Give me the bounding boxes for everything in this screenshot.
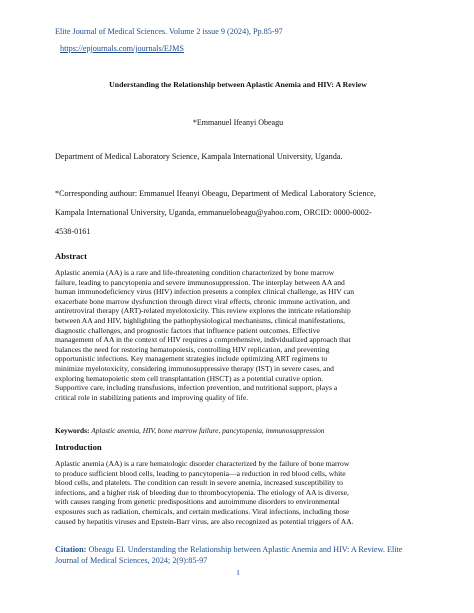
introduction-line: with causes ranging from genetic predispositions and autoimmune disorders to environmental xyxy=(55,497,340,507)
keywords-value: Aplastic anemia, HIV, bone marrow failure, pancytopenia, immunosuppression xyxy=(89,426,325,435)
corresponding-author xyxy=(55,184,421,241)
citation-label: Citation: xyxy=(55,545,87,554)
abstract-line: exploring hematopoietic stem cell transplantation (HSCT) as a potential curative option. xyxy=(55,373,324,383)
abstract-line: Supportive care, including transfusions, infection prevention, and nutritional support, plays a xyxy=(55,383,338,393)
corresponding-line: Kampala International University, Uganda, emmanuelobeagu@yahoo.com, ORCID: 0000-0002- xyxy=(55,208,372,217)
introduction-line: exposures such as radiation, chemicals, and certain medications. Viral infections, including those xyxy=(55,506,350,516)
introduction-line: Aplastic anemia (AA) is a rare hematologic disorder characterized by the failure of bone marrow xyxy=(55,459,350,468)
abstract-line: opportunistic infections. Key management strategies include optimizing ART regimens to xyxy=(55,354,328,364)
citation-footer xyxy=(55,545,421,566)
abstract-line: diagnostic challenges, and prognostic factors that influence patient outcomes. Effective xyxy=(55,325,320,335)
introduction-body xyxy=(55,459,421,526)
introduction-line: blood cells, and platelets. The condition can result in severe anemia, increased susceptibility to xyxy=(55,478,343,488)
introduction-heading: Introduction xyxy=(55,442,102,452)
abstract-line: failure, leading to pancytopenia and severe immunosuppression. The interplay between AA and xyxy=(55,277,345,287)
corresponding-line: *Corresponding authour: Emmanuel Ifeanyi Obeagu, Department of Medical Laboratory Science, xyxy=(55,189,376,198)
introduction-line: infections, and a higher risk of bleeding due to thrombocytopenia. The etiology of AA is diverse, xyxy=(55,487,349,497)
journal-url-link[interactable]: https://epjournals.com/journals/EJMS xyxy=(60,44,184,53)
keywords xyxy=(55,426,421,435)
keywords-label: Keywords: xyxy=(55,426,90,435)
page-number: 1 xyxy=(236,568,240,577)
abstract-line: exacerbate bone marrow dysfunction through direct viral effects, chronic immune activation, and xyxy=(55,296,350,306)
abstract-line: between AA and HIV, highlighting the pathophysiological mechanisms, clinical manifestations, xyxy=(55,315,346,325)
introduction-line: caused by hepatitis viruses and Epstein-Barr virus, are also recognized as potential triggers of AA. xyxy=(55,516,354,526)
abstract-body xyxy=(55,268,421,402)
abstract-line: human immunodeficiency virus (HIV) infection presents a complex clinical challenge, as HIV can xyxy=(55,287,355,297)
abstract-heading: Abstract xyxy=(55,251,87,261)
abstract-line: critical role in stabilizing patients and improving quality of life. xyxy=(55,392,249,402)
abstract-line: minimize myelotoxicity, considering immunosuppressive therapy (IST) in severe cases, and xyxy=(55,363,334,373)
abstract-line: management of AA in the context of HIV requires a comprehensive, individualized approach that xyxy=(55,335,351,345)
author-affiliation: Department of Medical Laboratory Science, Kampala International University, Uganda. xyxy=(55,152,343,161)
author-name: *Emmanuel Ifeanyi Obeagu xyxy=(192,118,284,127)
abstract-line: Aplastic anemia (AA) is a rare and life-threatening condition characterized by bone marrow xyxy=(55,268,335,277)
abstract-line: balances the need for restoring hematopoiesis, controlling HIV replication, and preventing xyxy=(55,344,330,354)
journal-header: Elite Journal of Medical Sciences. Volume 2 issue 9 (2024), Pp.85-97 xyxy=(55,27,283,36)
article-title: Understanding the Relationship between Aplastic Anemia and HIV: A Review xyxy=(109,80,367,89)
abstract-line: antiretroviral therapy (ART)-related myelotoxicity. This review explores the intricate relationship xyxy=(55,306,351,316)
introduction-line: to produce sufficient blood cells, leading to pancytopenia—a reduction in red blood cells, white xyxy=(55,468,346,478)
corresponding-line: 4538-0161 xyxy=(55,227,91,236)
citation-text: Obeagu EI. Understanding the Relationship between Aplastic Anemia and HIV: A Review. Elite Journal of Medical Sciences, 2024; 2(9):85-97 xyxy=(55,545,403,565)
